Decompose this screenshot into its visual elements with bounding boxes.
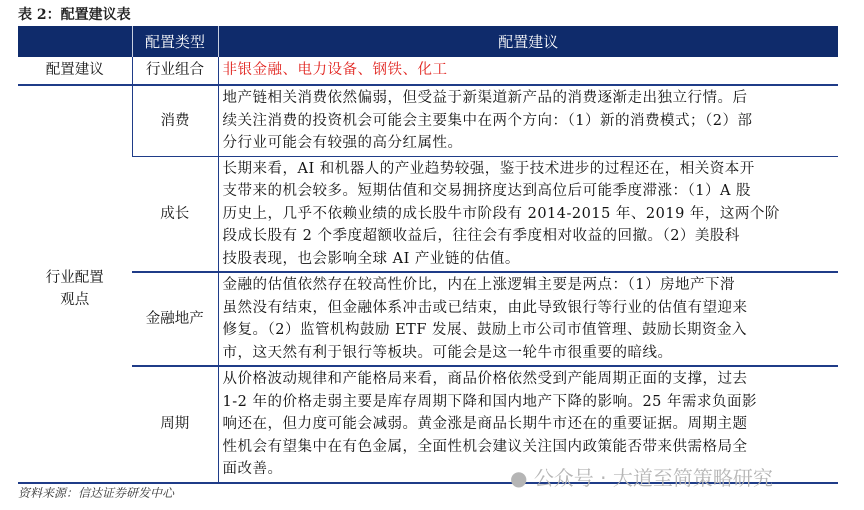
wechat-icon: ● xyxy=(510,466,528,490)
header-type: 配置类型 xyxy=(132,26,218,57)
row-text: 地产链相关消费依然偏弱，但受益于新渠道新产品的消费逐渐走出独立行情。后 续关注消费的投资机会可能会主要集中在两个方向：（1）新的消费模式；（2）部 分行业可能会有较强的高分红属性。 xyxy=(218,85,838,156)
table-row xyxy=(18,57,838,85)
header-suggestion: 配置建议 xyxy=(218,26,838,57)
row-text: 金融的估值依然存在较高性价比，内在上涨逻辑主要是两点：（1）房地产下滑 虽然没有结束，但金融体系冲击或已结束，由此导致银行等行业的估值有望迎来 修复。（2）监管机构鼓励 ETF 发展、鼓励上市公司市值管理、鼓励长期资金入 市，这天然有利于银行等板块。可能会是这一轮牛市很重要的暗线。 xyxy=(218,272,838,366)
row-type: 消费 xyxy=(132,85,218,156)
allocation-table xyxy=(18,26,838,484)
table-title: 表 2：配置建议表 xyxy=(18,7,131,23)
source-note: 资料来源：信达证券研发中心 xyxy=(18,486,175,500)
table-row xyxy=(18,272,838,366)
table-row xyxy=(18,156,838,272)
row-type: 周期 xyxy=(132,366,218,483)
table-header xyxy=(18,26,838,57)
row-label: 配置建议 xyxy=(18,57,132,85)
row-type: 成长 xyxy=(132,156,218,272)
group-label: 行业配置观点 xyxy=(18,85,132,483)
row-text: 长期来看，AI 和机器人的产业趋势较强，鉴于技术进步的过程还在，相关资本开 支带来的机会较多。短期估值和交易拥挤度达到高位后可能季度滞涨：（1）A 股 历史上，几乎不依赖业绩的成长股牛市阶段有 2014-2015 年、2019 年，这两个阶 段成长股有 2 个季度超额收益后，往往会有季度相对收益的回撤。（2）美股科 技股表现，也会影响全球 AI 产业链的估值。 xyxy=(218,156,838,272)
row-type: 金融地产 xyxy=(132,272,218,366)
watermark: ● 公众号 · 大道至简策略研究 xyxy=(510,466,773,490)
table-row xyxy=(18,85,838,156)
row-type: 行业组合 xyxy=(132,57,218,85)
row-text: 从价格波动规律和产能格局来看，商品价格依然受到产能周期正面的支撑，过去 1-2 年的价格走弱主要是库存周期下降和国内地产下降的影响。25 年需求负面影 响还在，但力度可能会减弱。黄金涨是商品长期牛市还在的重要证据。周期主题 性机会有望集中在有色金属，全面性机会建议关注国内政策能否带来供需格局全 面改善。 xyxy=(218,366,838,483)
header-col1 xyxy=(18,26,132,57)
row-value: 非银金融、电力设备、钢铁、化工 xyxy=(218,57,838,85)
